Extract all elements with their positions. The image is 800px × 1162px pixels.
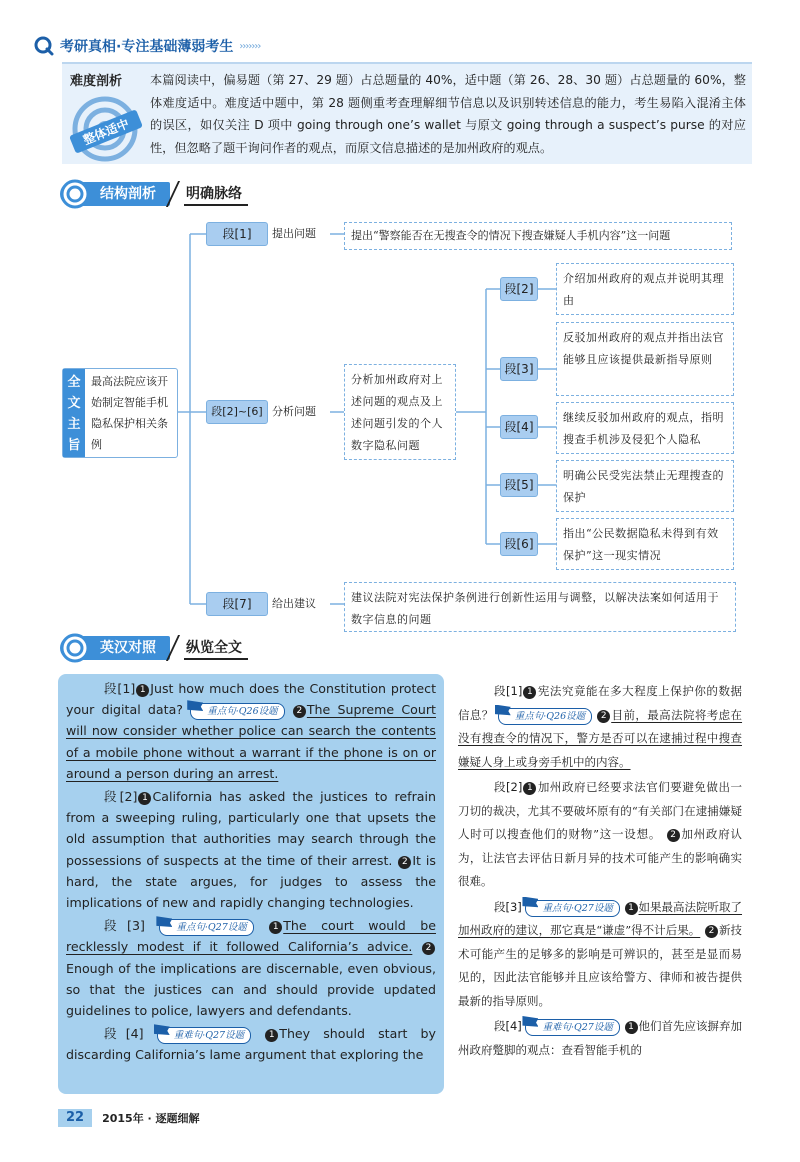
node-p5-desc: 明确公民受宪法禁止无理搜查的保护 (556, 460, 734, 512)
key-sentence-flag: 重点句·Q26设题 (498, 708, 592, 725)
main-theme-title: 全文主旨 (63, 369, 85, 457)
zh-p2-label: 段[2] (494, 780, 523, 794)
en-p4-label: 段[4] (104, 1026, 144, 1042)
bilingual-subtitle: 纵览全文 (184, 637, 248, 660)
zh-p1-label: 段[1] (494, 684, 523, 698)
en-p2-label: 段[2] (104, 789, 138, 805)
node-p3-desc: 反驳加州政府的观点并指出法官能够且应该提供最新指导原则 (556, 322, 734, 396)
book-title: 2015年 · 逐题细解 (102, 1112, 200, 1125)
node-p6: 段[6] (500, 532, 538, 556)
sentence-number-1: 1 (136, 684, 149, 697)
en-p1-s1: Just how much does the Constitution protect your digital data? (66, 681, 437, 718)
main-theme-text: 最高法院应该开始制定智能手机隐私保护相关条例 (91, 375, 168, 451)
node-p6-desc: 指出“公民数据隐私未得到有效保护”这一现实情况 (556, 518, 734, 570)
en-p2-s1: California has asked the justices to refrain from a sweeping ruling, particularly one that upsets the old assumption that authorities may search through the possessions of suspects at the time of their arrest. (66, 789, 436, 868)
sentence-number-2: 2 (293, 705, 306, 718)
node-p5: 段[5] (500, 473, 538, 497)
sentence-number-2: 2 (422, 942, 435, 955)
zh-p1-s1: 宪法究竟能在多大程度上保护你的数据信息？ (458, 684, 743, 722)
en-p1-label: 段[1] (104, 681, 136, 696)
zh-p2-s2: 加州政府认为，让法官去评估日新月异的技术可能产生的影响确实很难。 (458, 827, 742, 888)
node-p2-desc: 介绍加州政府的观点并说明其理由 (556, 263, 734, 315)
en-p3-s2: Enough of the implications are discernable, even obvious, so that the justices can and should provide updated guidelines to police, lawyers and defendants. (66, 960, 436, 1019)
sentence-number-1: 1 (523, 686, 536, 699)
key-difficult-flag: 重难句·Q27设题 (157, 1027, 251, 1044)
zh-p3-s1: 如果最高法院听取了加州政府的建议，那它真是“谦虚”得不计后果。 (458, 899, 743, 937)
zh-paragraph-2 (458, 776, 742, 894)
en-p1-s2: The Supreme Court will now consider whether police can search the contents of a mobile phone without a warrant if the phone is on or around a person during an arrest. (66, 702, 436, 781)
english-column (58, 674, 444, 1094)
structure-section-header (60, 180, 248, 208)
difficulty-box (62, 62, 752, 164)
structure-subtitle: 明确脉络 (184, 183, 248, 206)
node-p7-action: 给出建议 (272, 597, 316, 610)
node-p7-desc: 建议法院对宪法保护条例进行创新性运用与调整，以解决法案如何适用于数字信息的问题 (344, 582, 736, 632)
node-p1: 段[1] (206, 222, 268, 246)
sentence-number-2: 2 (398, 856, 411, 869)
zh-p4-label: 段[4] (494, 1019, 522, 1033)
node-p3: 段[3] (500, 357, 538, 381)
zh-p1-s2: 目前，最高法院将考虑在没有搜查令的情况下，警方是否可以在逮捕过程中搜查嫌疑人身上或身旁手机中的内容。 (458, 707, 743, 769)
zh-paragraph-4 (458, 1015, 742, 1062)
structure-badge-text: 结构剖析 (100, 186, 156, 202)
zh-p4-s1: 他们首先应该摒弃加州政府蹩脚的观点：查看智能手机的 (458, 1019, 743, 1057)
page-header (34, 34, 260, 58)
sentence-number-2: 2 (705, 925, 718, 938)
node-p2-6-desc: 分析加州政府对上述问题的观点及上述问题引发的个人数字隐私问题 (344, 364, 456, 460)
node-p7: 段[7] (206, 592, 268, 616)
en-paragraph-4 (66, 1023, 436, 1065)
sentence-number-1: 1 (265, 1029, 278, 1042)
header-title: 考研真相·专注基础薄弱考生 (60, 39, 234, 55)
zh-paragraph-3 (458, 896, 742, 1014)
zh-paragraph-1 (458, 680, 742, 774)
difficulty-text: 本篇阅读中，偏易题（第 27、29 题）占总题量的 40%，适中题（第 26、28、30 题）占总题量的 60%，整体难度适中。难度适中题中，第 28 题侧重考查理解细节信息以及识别转述信息的能力，考生易陷入混淆主体的误区，如仅关注 D 项中 going through one’s wallet 与原文 going through a suspect’s purse 的对应性，但忽略了题干询问作者的观点，而原文信息描述的是加州政府的观点。 (150, 73, 746, 155)
magnifier-icon (60, 633, 94, 663)
page-footer (58, 1108, 200, 1128)
sentence-number-1: 1 (625, 902, 638, 915)
difficulty-stamp: 整体适中 (69, 109, 143, 154)
chinese-column (458, 680, 742, 1064)
en-p3-s1: The court would be recklessly modest if it followed California’s advice. (66, 918, 436, 955)
sentence-number-1: 1 (625, 1021, 638, 1034)
en-p2-s2: It is hard, the state argues, for judges to assess the implications of new and rapidly changing technologies. (66, 852, 436, 911)
en-p4-s1: They should start by discarding California’s lame argument that exploring the (66, 1026, 437, 1063)
page-number: 22 (58, 1109, 92, 1127)
difficulty-label: 难度剖析 (70, 74, 123, 89)
bilingual-badge-text: 英汉对照 (100, 640, 156, 656)
magnifier-q-icon (34, 36, 54, 56)
node-p2-6: 段[2]~[6] (206, 400, 268, 424)
en-p3-label: 段[3] (104, 918, 145, 934)
node-p1-desc: 提出“警察能否在无搜查令的情况下搜查嫌疑人手机内容”这一问题 (344, 222, 732, 250)
node-p2: 段[2] (500, 277, 538, 301)
bilingual-badge (60, 636, 170, 660)
en-paragraph-1 (66, 678, 436, 784)
en-paragraph-3 (66, 915, 436, 1021)
sentence-number-1: 1 (523, 782, 536, 795)
bilingual-section-header (60, 634, 248, 662)
sentence-number-1: 1 (138, 792, 151, 805)
sentence-number-2: 2 (667, 829, 680, 842)
magnifier-icon (60, 179, 94, 209)
zh-p2-s1: 加州政府已经要求法官们要避免做出一刀切的裁决，尤其不要破坏原有的“有关部门在逮捕嫌疑人时可以搜查他们的财物”这一设想。 (458, 780, 743, 841)
en-paragraph-2 (66, 786, 436, 913)
structure-badge (60, 182, 170, 206)
node-p4: 段[4] (500, 415, 538, 439)
sentence-number-1: 1 (269, 921, 282, 934)
main-theme-box (62, 368, 178, 458)
zh-p3-s2: 新技术可能产生的足够多的影响是可辨识的，甚至是显而易见的，因此法官能够并且应该给警方、律师和被告提供最新的指导原则。 (458, 923, 742, 1008)
node-p1-action: 提出问题 (272, 227, 316, 240)
node-p4-desc: 继续反驳加州政府的观点，指明搜查手机涉及侵犯个人隐私 (556, 402, 734, 454)
key-sentence-flag: 重点句·Q26设题 (190, 703, 284, 720)
key-difficult-flag: 重难句·Q27设题 (525, 1019, 619, 1036)
node-p2-6-action: 分析问题 (272, 405, 316, 418)
key-sentence-flag: 重点句·Q27设题 (159, 919, 253, 936)
key-sentence-flag: 重点句·Q27设题 (525, 900, 619, 917)
zh-p3-label: 段[3] (494, 899, 522, 914)
sentence-number-2: 2 (597, 710, 610, 723)
header-chevrons: ››››››› (239, 40, 261, 52)
